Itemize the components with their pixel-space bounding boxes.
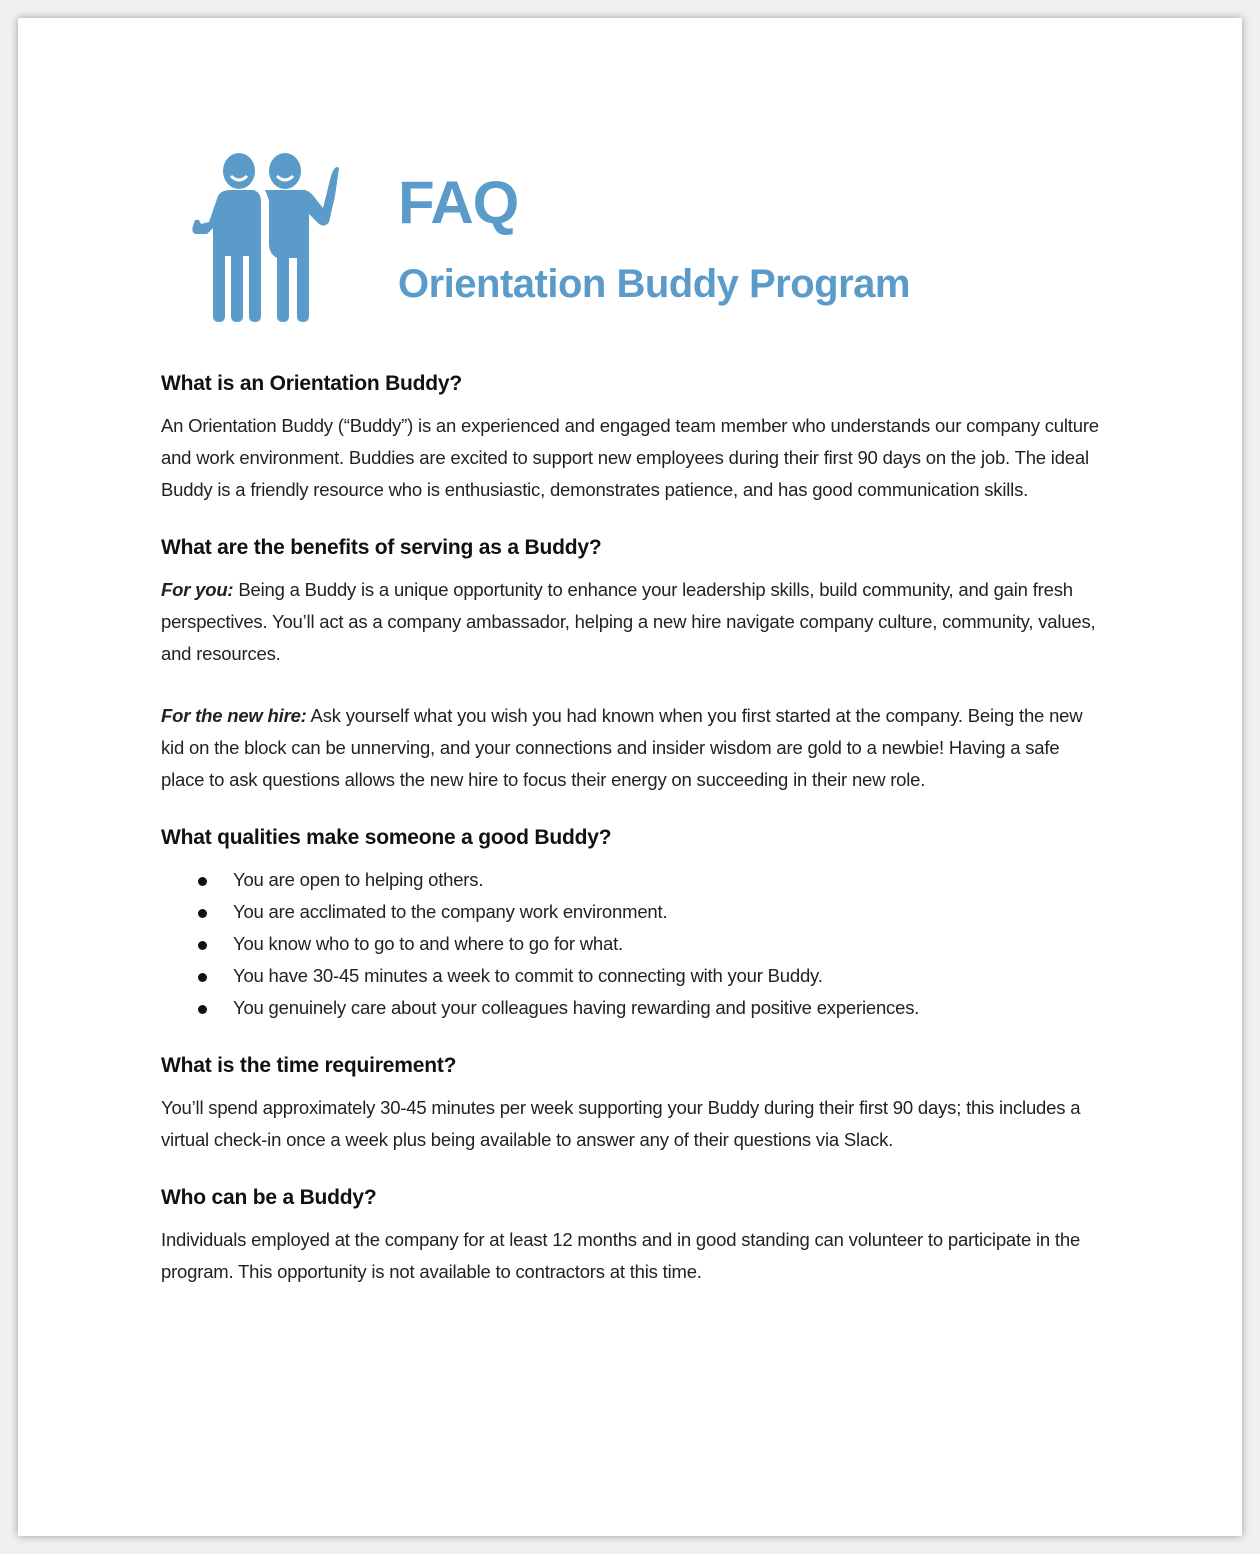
faq-content <box>161 372 1101 1318</box>
question-heading: What qualities make someone a good Buddy? <box>161 826 612 849</box>
question-heading: What are the benefits of serving as a Buddy? <box>161 536 602 559</box>
qualities-list <box>161 864 1101 1024</box>
paragraph-text: Ask yourself what you wish you had known when you first started at the company. Being the new kid on the block can be unnerving, and your connections and insider wisdom are gold to a newbie! Having a safe place to ask questions allows the new hire to focus their energy on succeeding in their new role. <box>161 705 1083 790</box>
faq-benefits <box>161 536 1101 796</box>
list-item: You genuinely care about your colleagues having rewarding and positive experiences. <box>233 992 1101 1024</box>
question-heading: What is the time requirement? <box>161 1054 457 1077</box>
faq-qualities <box>161 826 1101 1024</box>
faq-who-can-be-buddy <box>161 1186 1101 1288</box>
question-heading: Who can be a Buddy? <box>161 1186 377 1209</box>
answer-text-for-you <box>161 574 1101 670</box>
list-item: You are open to helping others. <box>233 864 1101 896</box>
faq-what-is-buddy <box>161 372 1101 506</box>
page-title: FAQ <box>398 169 519 236</box>
answer-text-for-new-hire <box>161 700 1101 796</box>
lead-label: For the new hire: <box>161 705 307 726</box>
list-item: You know who to go to and where to go for what. <box>233 928 1101 960</box>
answer-text: An Orientation Buddy (“Buddy”) is an experienced and engaged team member who understands our company culture and work environment. Buddies are excited to support new employees during their first 90 days on the job. The ideal Buddy is a friendly resource who is enthusiastic, demonstrates patience, and has good communication skills. <box>161 415 1099 500</box>
lead-label: For you: <box>161 579 234 600</box>
question-heading: What is an Orientation Buddy? <box>161 372 463 395</box>
faq-time-requirement <box>161 1054 1101 1156</box>
answer-text: You’ll spend approximately 30-45 minutes per week supporting your Buddy during their first 90 days; this includes a virtual check-in once a week plus being available to answer any of their questions via Slack. <box>161 1097 1081 1150</box>
paragraph-text: Being a Buddy is a unique opportunity to enhance your leadership skills, build community, and gain fresh perspectives. You’ll act as a company ambassador, helping a new hire navigate company culture, community, values, and resources. <box>161 579 1096 664</box>
page-subtitle: Orientation Buddy Program <box>398 262 910 306</box>
list-item: You have 30-45 minutes a week to commit to connecting with your Buddy. <box>233 960 1101 992</box>
answer-text: Individuals employed at the company for at least 12 months and in good standing can volunteer to participate in the program. This opportunity is not available to contractors at this time. <box>161 1229 1081 1282</box>
list-item: You are acclimated to the company work environment. <box>233 896 1101 928</box>
two-people-icon <box>173 136 348 326</box>
